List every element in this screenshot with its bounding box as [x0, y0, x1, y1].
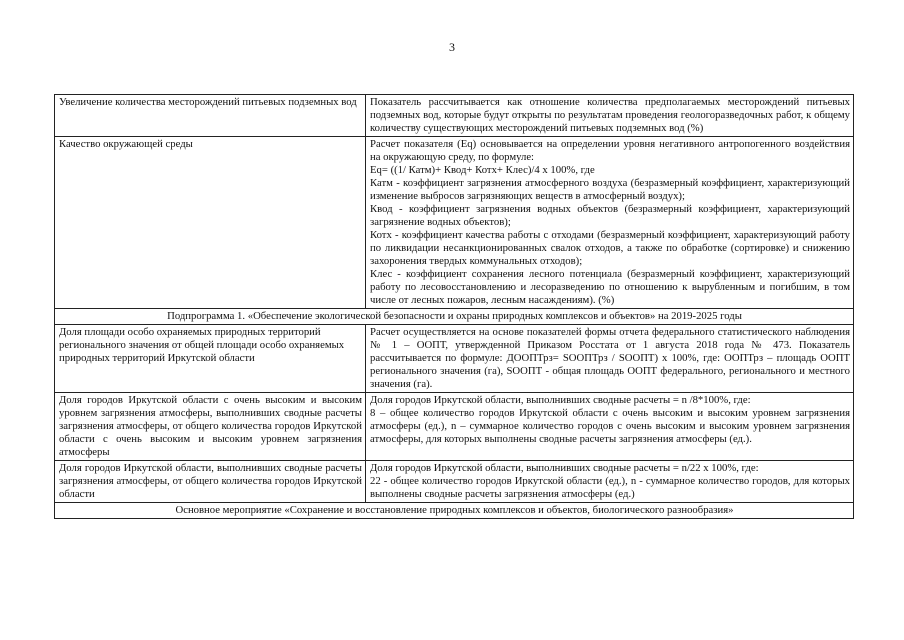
method-cell	[366, 393, 854, 461]
method-line: Клес - коэффициент сохранения лесного потенциала (безразмерный коэффициент, характеризующий работу по лесовосстановлению и лесоразведению по отношению к вырубленным и погибшим, в том числе от лесных пожаров, лесным насаждениям). (%)	[370, 268, 850, 306]
method-cell: Показатель рассчитывается как отношение количества предполагаемых месторождений питьевых подземных вод, которые будут открыты по результатам проведения геологоразведочных работ, к общему количеству существующих месторождений питьевых подземных вод (%)	[366, 95, 854, 137]
method-line: Катм - коэффициент загрязнения атмосферного воздуха (безразмерный коэффициент, характеризующий изменение выбросов загрязняющих веществ в атмосферный воздух);	[370, 177, 850, 202]
method-line: Котх - коэффициент качества работы с отходами (безразмерный коэффициент, характеризующий работу по ликвидации несанкционированных свалок отходов, а также по обработке (сортировке) и снижению захоронения твердых коммунальных отходов);	[370, 229, 850, 267]
formula-line: Доля городов Иркутской области, выполнивших сводные расчеты = n /8*100%, где:	[370, 394, 751, 406]
indicator-cell: Доля городов Иркутской области, выполнивших сводные расчеты загрязнения атмосферы, от общего количества городов Иркутской области	[55, 461, 366, 503]
indicator-cell: Качество окружающей среды	[55, 137, 366, 309]
table-row	[55, 503, 854, 519]
main-event-heading: Основное мероприятие «Сохранение и восстановление природных комплексов и объектов, биологического разнообразия»	[55, 503, 854, 519]
formula-line: Доля городов Иркутской области, выполнивших сводные расчеты = n/22 х 100%, где:	[370, 462, 759, 474]
table-row	[55, 137, 854, 309]
indicators-table	[54, 94, 854, 519]
table-row	[55, 95, 854, 137]
indicator-cell: Доля площади особо охраняемых природных территорий регионального значения от общей площади особо охраняемых природных территорий Иркутской области	[55, 325, 366, 393]
table-row	[55, 325, 854, 393]
method-cell: Расчет осуществляется на основе показателей формы отчета федерального статистического наблюдения № 1 – ООПТ, утвержденной Приказом Росстата от 1 августа 2018 года № 473. Показатель рассчитывается по формуле: ДООПТрз= SООПТрз / SООПТ) х 100%, где: ООПТрз – площадь ООПТ регионального значения (га), SOOПТ - общая площадь ООПТ федерального, регионального и местного значения (га).	[366, 325, 854, 393]
formula-line: Eq= ((1/ Катм)+ Квод+ Котх+ Клес)/4 х 100%, где	[370, 164, 595, 176]
subprogram-heading: Подпрограмма 1. «Обеспечение экологической безопасности и охраны природных комплексов и объектов» на 2019-2025 годы	[55, 309, 854, 325]
indicator-cell: Доля городов Иркутской области с очень высоким и высоким уровнем загрязнения атмосферы, выполнивших сводные расчеты загрязнения атмосферы, от общего количества городов Иркутской области с очень высоким и высоким уровнем загрязнения атмосферы	[55, 393, 366, 461]
method-line: 8 – общее количество городов Иркутской области с очень высоким и высоким уровнем загрязнения атмосферы (ед.), n – суммарное количество городов с очень высоким и высоким уровнем загрязнения атмосферы, для которых выполнены сводные расчеты загрязнения атмосферы (ед.).	[370, 407, 850, 445]
method-line: 22 - общее количество городов Иркутской области (ед.), n - суммарное количество городов, для которых выполнены сводные расчеты загрязнения атмосферы (ед.)	[370, 475, 850, 500]
method-line: Расчет показателя (Eq) основывается на определении уровня негативного антропогенного воздействия на окружающую среду, по формуле:	[370, 138, 850, 163]
method-line: Квод - коэффициент загрязнения водных объектов (безразмерный коэффициент, характеризующий загрязнение водных объектов);	[370, 203, 850, 228]
table-row	[55, 393, 854, 461]
method-cell	[366, 137, 854, 309]
indicator-cell: Увеличение количества месторождений питьевых подземных вод	[55, 95, 366, 137]
table-row	[55, 461, 854, 503]
method-cell	[366, 461, 854, 503]
page-number: 3	[449, 40, 455, 54]
table-row	[55, 309, 854, 325]
